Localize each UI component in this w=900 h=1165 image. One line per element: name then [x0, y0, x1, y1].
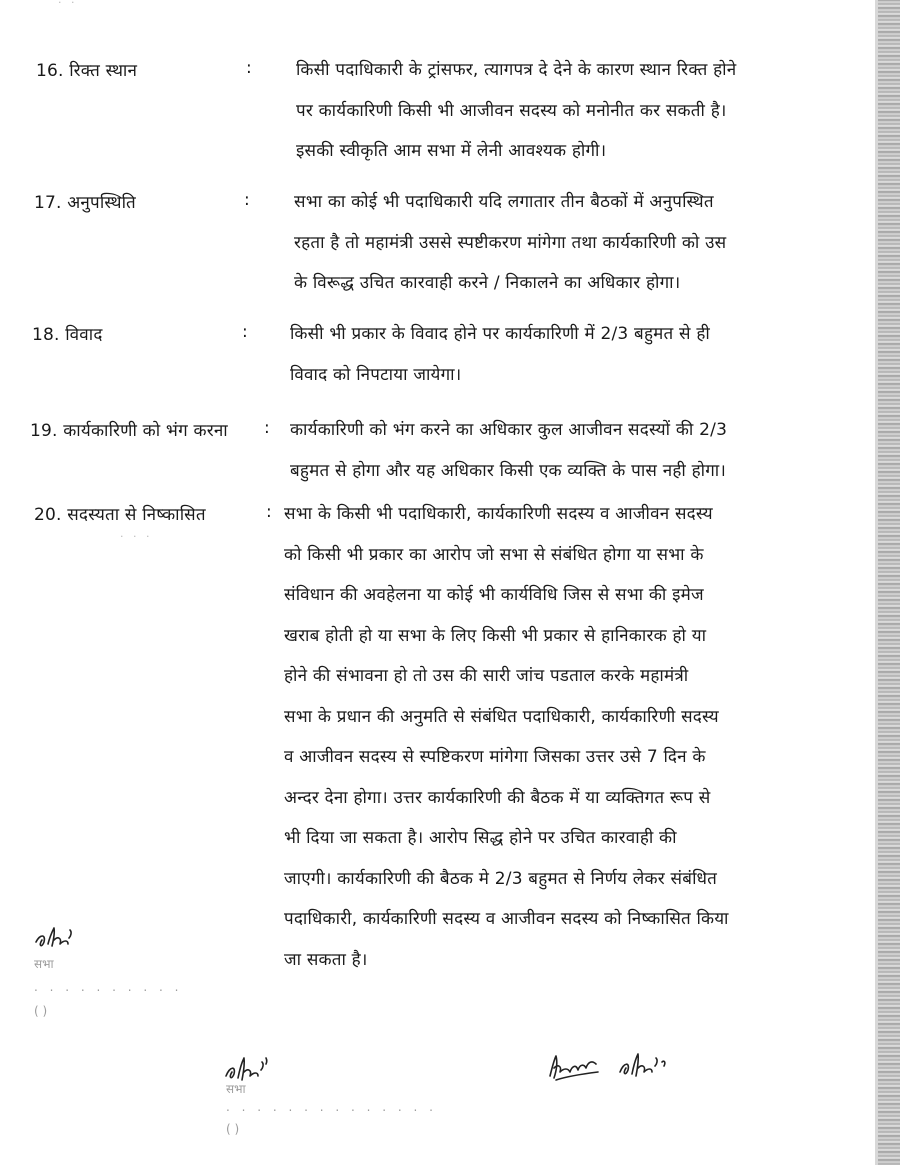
clause-20-line: खराब होती हो या सभा के लिए किसी भी प्रकार से हानिकारक हो या — [284, 625, 707, 646]
stamp-bottom-faint: . . . . . . . . . . . . . . — [226, 1100, 437, 1114]
clause-20-line: व आजीवन सदस्य से स्पष्टिकरण मांगेगा जिसका उत्तर उसे 7 दिन के — [284, 747, 706, 767]
clause-19-label: 19. कार्यकारिणी को भंग करना — [30, 421, 228, 441]
clause-20-line: को किसी भी प्रकार का आरोप जो सभा से संबंधित होगा या सभा के — [284, 544, 704, 565]
clause-16-text — [296, 50, 736, 172]
clause-16-line: किसी पदाधिकारी के ट्रांसफर, त्यागपत्र दे देने के कारण स्थान रिक्त होने — [296, 60, 737, 80]
clause-20-line: संविधान की अवहेलना या कोई भी कार्यविधि जिस से सभा की इमेज — [284, 585, 704, 605]
stamp-left-line: सभा — [34, 957, 54, 971]
clause-17-line: के विरूद्ध उचित कारवाही करने / निकालने का अधिकार होगा। — [294, 273, 681, 293]
clause-16-line: इसकी स्वीकृति आम सभा में लेनी आवश्यक होगी। — [296, 141, 607, 161]
clause-17-label: 17. अनुपस्थिति — [34, 193, 136, 213]
clause-18-line: किसी भी प्रकार के विवाद होने पर कार्यकारिणी में 2/3 बहुमत से ही — [290, 324, 710, 344]
signature-bottom-right — [546, 1046, 686, 1086]
clause-19-line: कार्यकारिणी को भंग करने का अधिकार कुल आजीवन सदस्यों की 2/3 — [290, 420, 728, 440]
faint-marks: · · · — [120, 530, 153, 543]
clause-20-line: अन्दर देना होगा। उत्तर कार्यकारिणी की बैठक में या व्यक्तिगत रूप से — [284, 787, 711, 808]
clause-16-line: पर कार्यकारिणी किसी भी आजीवन सदस्य को मनोनीत कर सकती है। — [296, 100, 727, 121]
stamp-bottom-bottom: ( ) — [226, 1122, 240, 1136]
clause-20-line: भी दिया जा सकता है। आरोप सिद्ध होने पर उचित कारवाही की — [284, 828, 677, 848]
clause-18-label: 18. विवाद — [32, 325, 103, 345]
scan-edge — [878, 0, 900, 1165]
stamp-left-faint: . . . . . . . . . . — [34, 980, 183, 994]
clause-17-colon: : — [244, 190, 250, 210]
clause-16-colon: : — [246, 58, 252, 78]
clause-19-colon: : — [264, 418, 270, 438]
clause-18-line: विवाद को निपटाया जायेगा। — [290, 364, 462, 385]
clause-19-text — [290, 410, 727, 491]
clause-20-text — [284, 494, 729, 980]
clause-20-colon: : — [266, 502, 272, 522]
clause-20-line: सभा के किसी भी पदाधिकारी, कार्यकारिणी सदस्य व आजीवन सदस्य — [284, 504, 713, 524]
clause-17-line: सभा का कोई भी पदाधिकारी यदि लगातार तीन बैठकों में अनुपस्थित — [294, 192, 714, 212]
clause-20-label: 20. सदस्यता से निष्कासित — [34, 505, 206, 525]
faint-marks-top: · · — [58, 0, 78, 9]
clause-18-text — [290, 314, 710, 395]
stamp-left-bottom: ( ) — [34, 1004, 48, 1018]
signature-left — [34, 920, 94, 956]
clause-19-line: बहुमत से होगा और यह अधिकार किसी एक व्यक्ति के पास नही होगा। — [290, 460, 727, 481]
clause-17-line: रहता है तो महामंत्री उससे स्पष्टीकरण मांगेगा तथा कार्यकारिणी को उस — [294, 232, 727, 253]
clause-16-label: 16. रिक्त स्थान — [36, 61, 138, 81]
clause-20-line: जा सकता है। — [284, 949, 368, 970]
clause-20-line: होने की संभावना हो तो उस की सारी जांच पडताल करके महामंत्री — [284, 666, 689, 686]
clause-20-line: सभा के प्रधान की अनुमति से संबंधित पदाधिकारी, कार्यकारिणी सदस्य — [284, 706, 719, 727]
clause-20-line: पदाधिकारी, कार्यकारिणी सदस्य व आजीवन सदस्य को निष्कासित किया — [284, 909, 729, 929]
clause-20-line: जाएगी। कार्यकारिणी की बैठक मे 2/3 बहुमत से निर्णय लेकर संबंधित — [284, 868, 718, 889]
stamp-bottom-line: सभा — [226, 1082, 246, 1096]
clause-17-text — [294, 182, 726, 304]
scan-edge-inner — [875, 0, 878, 1165]
clause-18-colon: : — [242, 322, 248, 342]
